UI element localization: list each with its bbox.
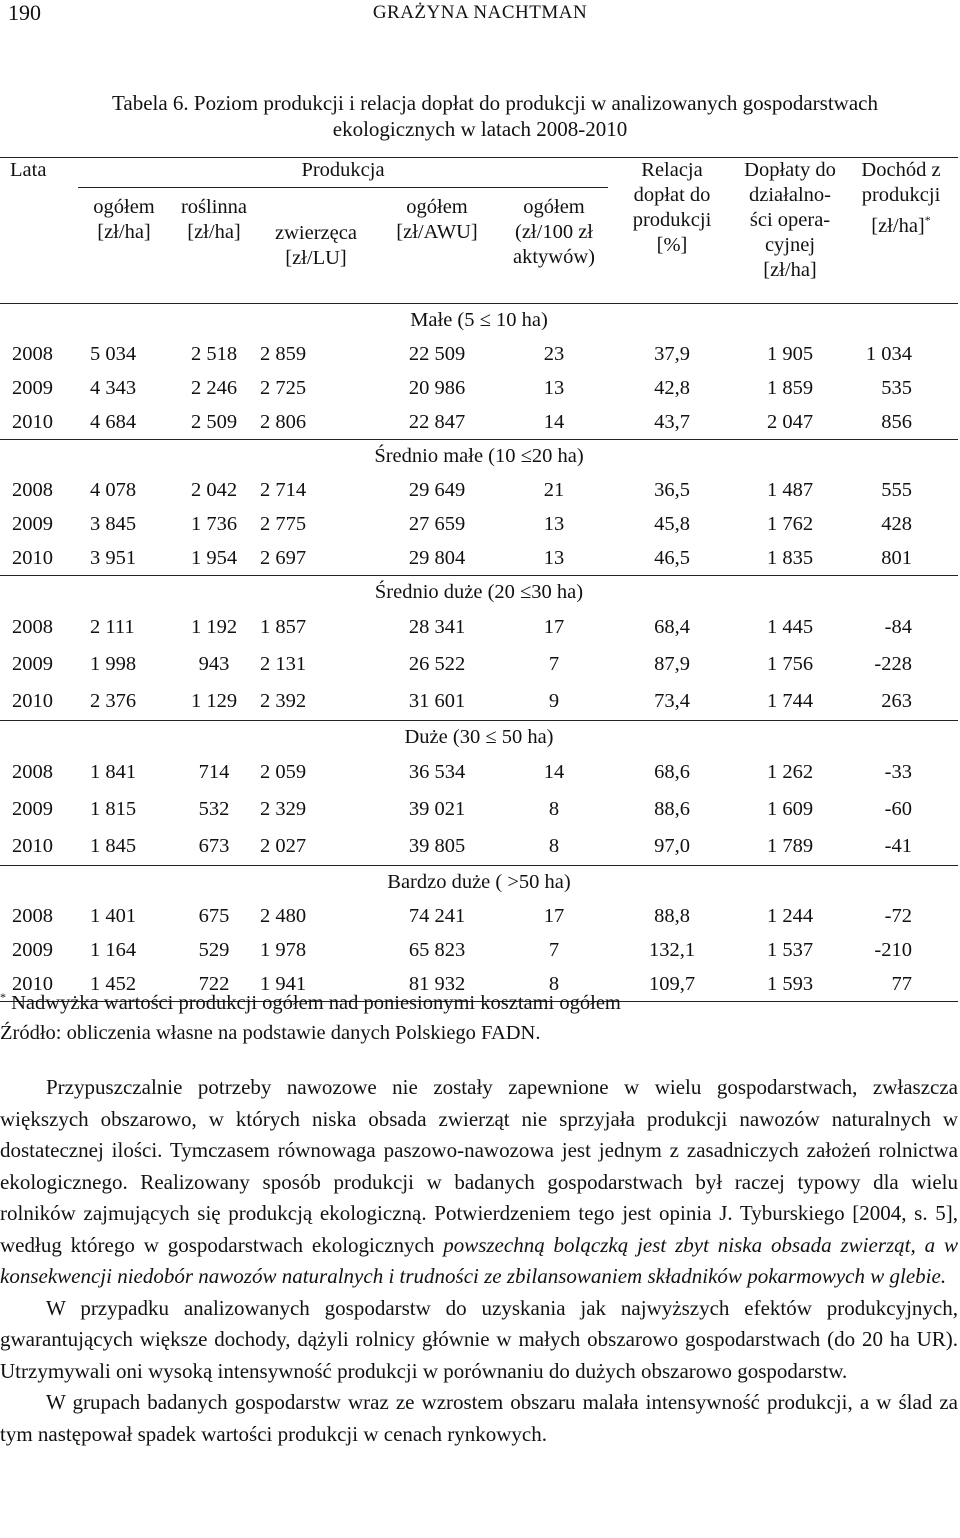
cell-roslinna: 2 042 — [190, 478, 238, 501]
cell-dochod: 1 034 — [865, 342, 912, 365]
cell-roslinna: 673 — [198, 835, 230, 857]
header-ogolem-aktywow-l1: ogółem — [523, 196, 585, 218]
cell-ogolem-ha: 1 401 — [90, 904, 137, 927]
cell-roslinna: 2 246 — [190, 376, 238, 399]
cell-ogolem-awu: 27 659 — [408, 512, 466, 535]
cell-year: 2008 — [12, 904, 53, 927]
caption-line-1: Tabela 6. Poziom produkcji i relacja dopłat do produkcji w analizowanych gospodarstwach — [112, 91, 878, 115]
header-ogolem-awu — [374, 188, 500, 304]
cell-roslinna: 1 954 — [190, 546, 238, 569]
header-dochod-unit: [zł/ha] — [871, 214, 925, 237]
header-ogolem-ha-l2: [zł/ha] — [97, 221, 151, 243]
table-row — [0, 609, 958, 646]
cell-relacja: 132,1 — [648, 938, 696, 961]
cell-year: 2008 — [12, 478, 53, 501]
cell-ogolem-aktywow: 9 — [548, 690, 560, 712]
cell-roslinna: 2 509 — [190, 410, 238, 433]
cell-ogolem-aktywow: 13 — [543, 546, 565, 569]
cell-ogolem-aktywow: 17 — [543, 616, 565, 638]
cell-year: 2010 — [12, 410, 53, 433]
cell-year: 2010 — [12, 835, 53, 857]
cell-dochod: -72 — [884, 904, 912, 927]
cell-zwierzeca: 1 857 — [260, 616, 307, 638]
header-zwierzeca-l2: [zł/LU] — [285, 247, 347, 269]
cell-ogolem-awu: 81 932 — [374, 967, 500, 1002]
header-doplaty — [736, 158, 844, 304]
cell-roslinna: 2 518 — [190, 342, 238, 365]
header-roslinna-l1: roślinna — [180, 196, 248, 218]
body-text — [0, 1072, 958, 1450]
cell-year: 2009 — [12, 512, 53, 535]
paragraph-1-quote: powszechną bolączką jest zbyt niska obsada zwierząt, a w konsekwencji niedobór nawozów naturalnych i trudności ze zbilansowaniem składników pokarmowych w glebie. — [0, 1232, 958, 1288]
group-label: Duże (30 ≤ 50 ha) — [0, 721, 958, 755]
cell-ogolem-ha: 2 111 — [90, 616, 135, 638]
cell-relacja: 68,4 — [654, 616, 690, 638]
group-header-row — [0, 304, 958, 338]
cell-ogolem-awu: 22 509 — [408, 342, 466, 365]
table-row — [0, 828, 958, 866]
cell-ogolem-aktywow: 7 — [548, 938, 560, 961]
table-row — [0, 473, 958, 507]
cell-ogolem-ha: 3 951 — [90, 546, 137, 569]
cell-roslinna: 675 — [198, 904, 230, 927]
cell-doplaty: 1 744 — [766, 690, 814, 712]
cell-doplaty: 1 609 — [766, 798, 814, 820]
cell-ogolem-ha: 1 998 — [90, 653, 137, 675]
cell-ogolem-aktywow: 13 — [543, 512, 565, 535]
header-doplaty-l2: działalno- — [749, 184, 831, 206]
cell-ogolem-ha: 1 841 — [90, 761, 137, 783]
cell-year: 2008 — [12, 616, 53, 638]
cell-ogolem-awu: 28 341 — [408, 616, 466, 638]
header-zwierzeca-l1: zwierzęca — [275, 222, 357, 244]
cell-zwierzeca: 2 059 — [260, 761, 307, 783]
cell-ogolem-awu: 26 522 — [408, 653, 466, 675]
cell-ogolem-awu: 29 649 — [408, 478, 466, 501]
cell-zwierzeca: 1 978 — [260, 938, 307, 961]
cell-year: 2008 — [12, 342, 53, 365]
cell-year: 2009 — [12, 938, 53, 961]
header-ogolem-aktywow — [500, 188, 608, 304]
table-row — [0, 683, 958, 721]
cell-dochod: -210 — [874, 938, 912, 961]
cell-ogolem-awu: 31 601 — [408, 690, 466, 712]
footnote-asterisk: * — [0, 990, 6, 1004]
cell-ogolem-ha: 4 684 — [90, 410, 137, 433]
cell-ogolem-aktywow: 23 — [543, 342, 565, 365]
cell-relacja: 36,5 — [654, 478, 690, 501]
cell-ogolem-ha: 3 845 — [90, 512, 137, 535]
cell-ogolem-awu: 29 804 — [408, 546, 466, 569]
header-doplaty-l1: Dopłaty do — [744, 159, 836, 181]
cell-doplaty: 1 262 — [766, 761, 814, 783]
header-relacja-l1: Relacja — [641, 159, 703, 181]
cell-dochod: 555 — [881, 478, 912, 501]
cell-doplaty: 1 593 — [736, 967, 844, 1002]
cell-year: 2009 — [12, 798, 53, 820]
group-label: Małe (5 ≤ 10 ha) — [0, 304, 958, 338]
group-label: Średnio małe (10 ≤20 ha) — [0, 440, 958, 474]
cell-year: 2010 — [12, 546, 53, 569]
cell-dochod: -60 — [884, 798, 912, 820]
header-doplaty-l3: ści opera- — [749, 209, 831, 231]
cell-dochod: 801 — [881, 546, 912, 569]
cell-zwierzeca: 2 392 — [260, 690, 307, 712]
group-header-row — [0, 721, 958, 755]
table-row — [0, 646, 958, 683]
header-ogolem-ha-l1: ogółem — [93, 196, 155, 218]
cell-relacja: 73,4 — [654, 690, 690, 712]
cell-relacja: 87,9 — [654, 653, 690, 675]
cell-zwierzeca: 2 329 — [260, 798, 307, 820]
table-row — [0, 371, 958, 405]
paragraph-1 — [0, 1072, 958, 1293]
cell-ogolem-awu: 22 847 — [408, 410, 466, 433]
cell-roslinna: 532 — [198, 798, 230, 820]
cell-doplaty: 2 047 — [766, 410, 814, 433]
cell-year: 2010 — [0, 967, 78, 1002]
cell-zwierzeca: 2 775 — [260, 512, 307, 535]
table-row — [0, 899, 958, 933]
header-doplaty-l4: cyjnej — [764, 234, 816, 256]
cell-dochod: 77 — [844, 967, 958, 1002]
header-lata: Lata — [0, 158, 78, 304]
caption-line-2: ekologicznych w latach 2008-2010 — [332, 117, 628, 141]
header-relacja-l4: [%] — [656, 234, 688, 256]
cell-roslinna: 722 — [170, 967, 258, 1002]
cell-relacja: 68,6 — [654, 761, 690, 783]
cell-dochod: -84 — [884, 616, 912, 638]
cell-doplaty: 1 835 — [766, 546, 814, 569]
cell-dochod: 856 — [881, 410, 912, 433]
cell-doplaty: 1 859 — [766, 376, 814, 399]
cell-ogolem-ha: 4 343 — [90, 376, 137, 399]
cell-zwierzeca: 1 941 — [258, 967, 374, 1002]
cell-ogolem-aktywow: 8 — [548, 798, 560, 820]
cell-relacja: 97,0 — [654, 835, 690, 857]
footnote-mark: * — [924, 213, 931, 227]
cell-zwierzeca: 2 859 — [260, 342, 307, 365]
cell-ogolem-aktywow: 14 — [543, 761, 565, 783]
paragraph-2: W przypadku analizowanych gospodarstw do uzyskania jak najwyższych efektów produkcyjnych, gwarantujących większe dochody, dążyli rolnicy głównie w małych obszarowo gospodarstwach (do 20 ha UR). Utrzymywali oni wysoką intensywność produkcji w porównaniu do dużych obszarowo gospodarstw. — [0, 1295, 958, 1383]
table-row — [0, 933, 958, 967]
cell-relacja: 45,8 — [654, 512, 690, 535]
table-row — [0, 541, 958, 576]
cell-dochod: 263 — [881, 690, 912, 712]
cell-doplaty: 1 905 — [766, 342, 814, 365]
header-produkcja: Produkcja — [78, 158, 608, 188]
cell-relacja: 43,7 — [654, 410, 690, 433]
footnote-text: Nadwyżka wartości produkcji ogółem nad poniesionymi kosztami ogółem — [6, 991, 621, 1014]
cell-ogolem-aktywow: 17 — [543, 904, 565, 927]
cell-roslinna: 1 736 — [190, 512, 238, 535]
footnote-1 — [0, 990, 621, 1015]
cell-ogolem-aktywow: 13 — [543, 376, 565, 399]
cell-roslinna: 714 — [198, 761, 230, 783]
cell-doplaty: 1 762 — [766, 512, 814, 535]
cell-dochod: 535 — [881, 376, 912, 399]
header-dochod-l2: produkcji — [861, 184, 941, 206]
cell-ogolem-awu: 36 534 — [408, 761, 466, 783]
cell-relacja: 42,8 — [654, 376, 690, 399]
group-header-row — [0, 866, 958, 900]
header-relacja-l3: produkcji — [632, 209, 712, 231]
cell-zwierzeca: 2 027 — [260, 835, 307, 857]
cell-ogolem-aktywow: 21 — [543, 478, 565, 501]
cell-roslinna: 1 129 — [190, 690, 238, 712]
cell-dochod: -228 — [874, 653, 912, 675]
cell-roslinna: 529 — [198, 938, 230, 961]
header-roslinna — [170, 188, 258, 304]
cell-ogolem-aktywow: 8 — [500, 967, 608, 1002]
header-ogolem-aktywow-l2: (zł/100 zł — [515, 221, 593, 243]
header-doplaty-l5: [zł/ha] — [763, 259, 817, 281]
header-ogolem-aktywow-l3: aktywów) — [513, 246, 595, 268]
cell-ogolem-awu: 39 805 — [408, 835, 466, 857]
cell-ogolem-ha: 2 376 — [90, 690, 137, 712]
header-zwierzeca — [258, 188, 374, 304]
source-note: Źródło: obliczenia własne na podstawie danych Polskiego FADN. — [0, 1022, 541, 1044]
cell-dochod: 428 — [881, 512, 912, 535]
cell-relacja: 46,5 — [654, 546, 690, 569]
cell-ogolem-awu: 39 021 — [408, 798, 466, 820]
header-relacja — [608, 158, 736, 304]
cell-year: 2009 — [12, 653, 53, 675]
group-label: Średnio duże (20 ≤30 ha) — [0, 576, 958, 610]
cell-doplaty: 1 244 — [766, 904, 814, 927]
cell-doplaty: 1 445 — [766, 616, 814, 638]
paragraph-1-text: Przypuszczalnie potrzeby nawozowe nie zostały zapewnione w wielu gospodarstwach, zwłaszcza większych obszarowo, w których niska obsada zwierząt nie sprzyjała produkcji nawozów naturalnych w dostatecznej ilości. Tymczasem równowaga paszowo-nawozowa jest jednym z zasadniczych założeń rolnictwa ekologicznego. Realizowany sposób produkcji w badanych gospodarstwach był raczej typowy dla wielu rolników zajmujących się produkcją ekologiczną. Potwierdzeniem tego jest opinia J. Tyburskiego [2004, s. 5], według którego w gospodarstwach ekologicznych — [0, 1075, 958, 1257]
paragraph-3: W grupach badanych gospodarstw wraz ze wzrostem obszaru malała intensywność produkcji, a w ślad za tym następował spadek wartości produkcji w cenach rynkowych. — [0, 1390, 958, 1446]
cell-doplaty: 1 537 — [766, 938, 814, 961]
header-relacja-l2: dopłat do — [633, 184, 711, 206]
cell-roslinna: 943 — [198, 653, 230, 675]
header-dochod — [844, 158, 958, 304]
header-ogolem-ha — [78, 188, 170, 304]
cell-ogolem-awu: 20 986 — [408, 376, 466, 399]
page-number: 190 — [8, 0, 41, 25]
cell-doplaty: 1 756 — [766, 653, 814, 675]
cell-ogolem-ha: 1 164 — [90, 938, 137, 961]
cell-dochod: -33 — [884, 761, 912, 783]
table-body — [0, 304, 958, 1002]
group-header-row — [0, 440, 958, 474]
table-header — [0, 158, 958, 304]
cell-ogolem-ha: 1 815 — [90, 798, 137, 820]
header-dochod-l1: Dochód z — [861, 159, 941, 181]
cell-doplaty: 1 789 — [766, 835, 814, 857]
cell-relacja: 88,6 — [654, 798, 690, 820]
cell-ogolem-ha: 5 034 — [90, 342, 137, 365]
cell-zwierzeca: 2 806 — [260, 410, 307, 433]
cell-roslinna: 1 192 — [190, 616, 238, 638]
cell-ogolem-aktywow: 8 — [548, 835, 560, 857]
cell-year: 2009 — [12, 376, 53, 399]
cell-year: 2010 — [12, 690, 53, 712]
header-ogolem-awu-l1: ogółem — [406, 196, 468, 218]
running-header-author: GRAŻYNA NACHTMAN — [372, 2, 588, 23]
header-roslinna-l2: [zł/ha] — [187, 221, 241, 243]
cell-relacja: 37,9 — [654, 342, 690, 365]
cell-zwierzeca: 2 697 — [260, 546, 307, 569]
table-row — [0, 791, 958, 828]
table-row — [0, 754, 958, 791]
cell-zwierzeca: 2 725 — [260, 376, 307, 399]
production-table — [0, 157, 958, 1002]
table-row — [0, 337, 958, 371]
cell-zwierzeca: 2 714 — [260, 478, 307, 501]
cell-relacja: 88,8 — [654, 904, 690, 927]
cell-ogolem-aktywow: 7 — [548, 653, 560, 675]
cell-ogolem-aktywow: 14 — [543, 410, 565, 433]
header-ogolem-awu-l2: [zł/AWU] — [396, 221, 478, 243]
cell-dochod: -41 — [884, 835, 912, 857]
cell-ogolem-awu: 65 823 — [408, 938, 466, 961]
header-dochod-l3 — [844, 208, 958, 239]
cell-relacja: 109,7 — [608, 967, 736, 1002]
group-label: Bardzo duże ( >50 ha) — [0, 866, 958, 900]
cell-zwierzeca: 2 131 — [260, 653, 307, 675]
cell-ogolem-awu: 74 241 — [408, 904, 466, 927]
cell-ogolem-ha: 1 845 — [90, 835, 137, 857]
table-row — [0, 507, 958, 541]
table-caption — [0, 90, 960, 142]
cell-year: 2008 — [12, 761, 53, 783]
group-header-row — [0, 576, 958, 610]
cell-zwierzeca: 2 480 — [260, 904, 307, 927]
cell-doplaty: 1 487 — [766, 478, 814, 501]
cell-ogolem-ha: 1 452 — [78, 967, 170, 1002]
table-row — [0, 405, 958, 440]
cell-ogolem-ha: 4 078 — [90, 478, 137, 501]
